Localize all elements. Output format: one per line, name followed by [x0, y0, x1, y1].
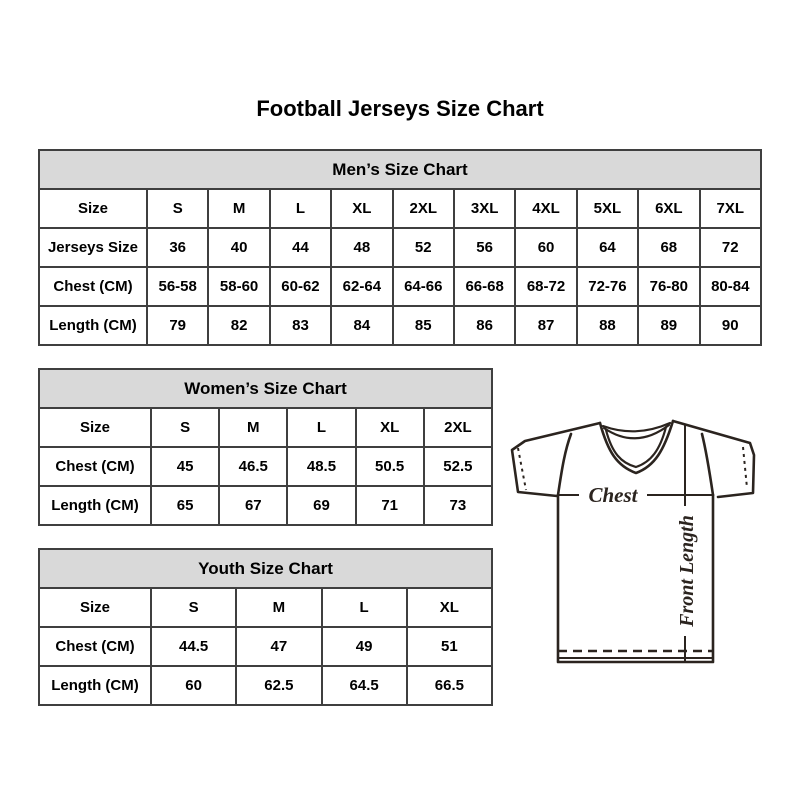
size-value-cell: 83 — [270, 306, 331, 345]
table-row — [39, 588, 492, 627]
size-value-cell: 76-80 — [638, 267, 699, 306]
size-value-cell: 72-76 — [577, 267, 638, 306]
size-value-cell: 44 — [270, 228, 331, 267]
row-header-cell: Length (CM) — [39, 666, 151, 705]
size-value-cell: 48 — [331, 228, 392, 267]
size-value-cell: 85 — [393, 306, 454, 345]
youth-table-title: Youth Size Chart — [39, 549, 492, 588]
size-value-cell: 87 — [515, 306, 576, 345]
size-value-cell: 66.5 — [407, 666, 492, 705]
size-value-cell: 60-62 — [270, 267, 331, 306]
size-value-cell: 62-64 — [331, 267, 392, 306]
size-value-cell: 3XL — [454, 189, 515, 228]
mens-size-table — [38, 149, 762, 346]
size-value-cell: S — [151, 588, 236, 627]
size-value-cell: 69 — [287, 486, 355, 525]
size-value-cell: 60 — [151, 666, 236, 705]
table-row — [39, 306, 761, 345]
jersey-measurement-diagram — [505, 410, 767, 672]
mens-table-title: Men’s Size Chart — [39, 150, 761, 189]
size-value-cell: 5XL — [577, 189, 638, 228]
row-header-cell: Size — [39, 588, 151, 627]
row-header-cell: Chest (CM) — [39, 447, 151, 486]
womens-title-row — [39, 369, 492, 408]
size-value-cell: 56 — [454, 228, 515, 267]
size-value-cell: 56-58 — [147, 267, 208, 306]
size-value-cell: S — [147, 189, 208, 228]
jersey-outline — [512, 421, 754, 662]
size-value-cell: 49 — [322, 627, 407, 666]
front-length-label: Front Length — [676, 515, 698, 627]
size-value-cell: 88 — [577, 306, 638, 345]
size-value-cell: 86 — [454, 306, 515, 345]
size-value-cell: 60 — [515, 228, 576, 267]
table-row — [39, 486, 492, 525]
size-value-cell: M — [236, 588, 321, 627]
size-value-cell: 46.5 — [219, 447, 287, 486]
row-header-cell: Chest (CM) — [39, 267, 147, 306]
size-value-cell: 48.5 — [287, 447, 355, 486]
table-row — [39, 447, 492, 486]
size-value-cell: 50.5 — [356, 447, 424, 486]
row-header-cell: Length (CM) — [39, 306, 147, 345]
row-header-cell: Jerseys Size — [39, 228, 147, 267]
youth-size-table — [38, 548, 493, 706]
size-value-cell: 4XL — [515, 189, 576, 228]
size-value-cell: S — [151, 408, 219, 447]
size-value-cell: 71 — [356, 486, 424, 525]
size-value-cell: 7XL — [700, 189, 761, 228]
row-header-cell: Size — [39, 408, 151, 447]
size-value-cell: 66-68 — [454, 267, 515, 306]
table-row — [39, 267, 761, 306]
size-value-cell: M — [219, 408, 287, 447]
youth-title-row — [39, 549, 492, 588]
size-value-cell: L — [322, 588, 407, 627]
size-value-cell: 52.5 — [424, 447, 492, 486]
size-value-cell: 58-60 — [208, 267, 269, 306]
size-value-cell: 2XL — [424, 408, 492, 447]
size-value-cell: 45 — [151, 447, 219, 486]
table-row — [39, 627, 492, 666]
size-value-cell: 67 — [219, 486, 287, 525]
size-value-cell: 82 — [208, 306, 269, 345]
size-value-cell: 51 — [407, 627, 492, 666]
row-header-cell: Size — [39, 189, 147, 228]
size-value-cell: 68 — [638, 228, 699, 267]
size-value-cell: XL — [407, 588, 492, 627]
table-row — [39, 228, 761, 267]
page-title: Football Jerseys Size Chart — [256, 96, 544, 121]
size-value-cell: 72 — [700, 228, 761, 267]
size-value-cell: L — [287, 408, 355, 447]
chest-label: Chest — [588, 483, 638, 507]
womens-table-title: Women’s Size Chart — [39, 369, 492, 408]
size-value-cell: 40 — [208, 228, 269, 267]
size-value-cell: 90 — [700, 306, 761, 345]
size-value-cell: 2XL — [393, 189, 454, 228]
size-value-cell: 52 — [393, 228, 454, 267]
size-value-cell: 64 — [577, 228, 638, 267]
size-value-cell: 65 — [151, 486, 219, 525]
size-value-cell: 62.5 — [236, 666, 321, 705]
table-row — [39, 666, 492, 705]
table-row — [39, 408, 492, 447]
size-value-cell: 47 — [236, 627, 321, 666]
size-value-cell: XL — [356, 408, 424, 447]
size-value-cell: 64-66 — [393, 267, 454, 306]
size-value-cell: 80-84 — [700, 267, 761, 306]
table-row — [39, 189, 761, 228]
size-value-cell: 73 — [424, 486, 492, 525]
row-header-cell: Chest (CM) — [39, 627, 151, 666]
mens-title-row — [39, 150, 761, 189]
size-value-cell: 64.5 — [322, 666, 407, 705]
size-value-cell: 89 — [638, 306, 699, 345]
size-value-cell: XL — [331, 189, 392, 228]
size-value-cell: M — [208, 189, 269, 228]
size-value-cell: 84 — [331, 306, 392, 345]
size-value-cell: 6XL — [638, 189, 699, 228]
size-value-cell: 79 — [147, 306, 208, 345]
size-value-cell: L — [270, 189, 331, 228]
womens-size-table — [38, 368, 493, 526]
size-value-cell: 36 — [147, 228, 208, 267]
row-header-cell: Length (CM) — [39, 486, 151, 525]
size-value-cell: 68-72 — [515, 267, 576, 306]
size-value-cell: 44.5 — [151, 627, 236, 666]
